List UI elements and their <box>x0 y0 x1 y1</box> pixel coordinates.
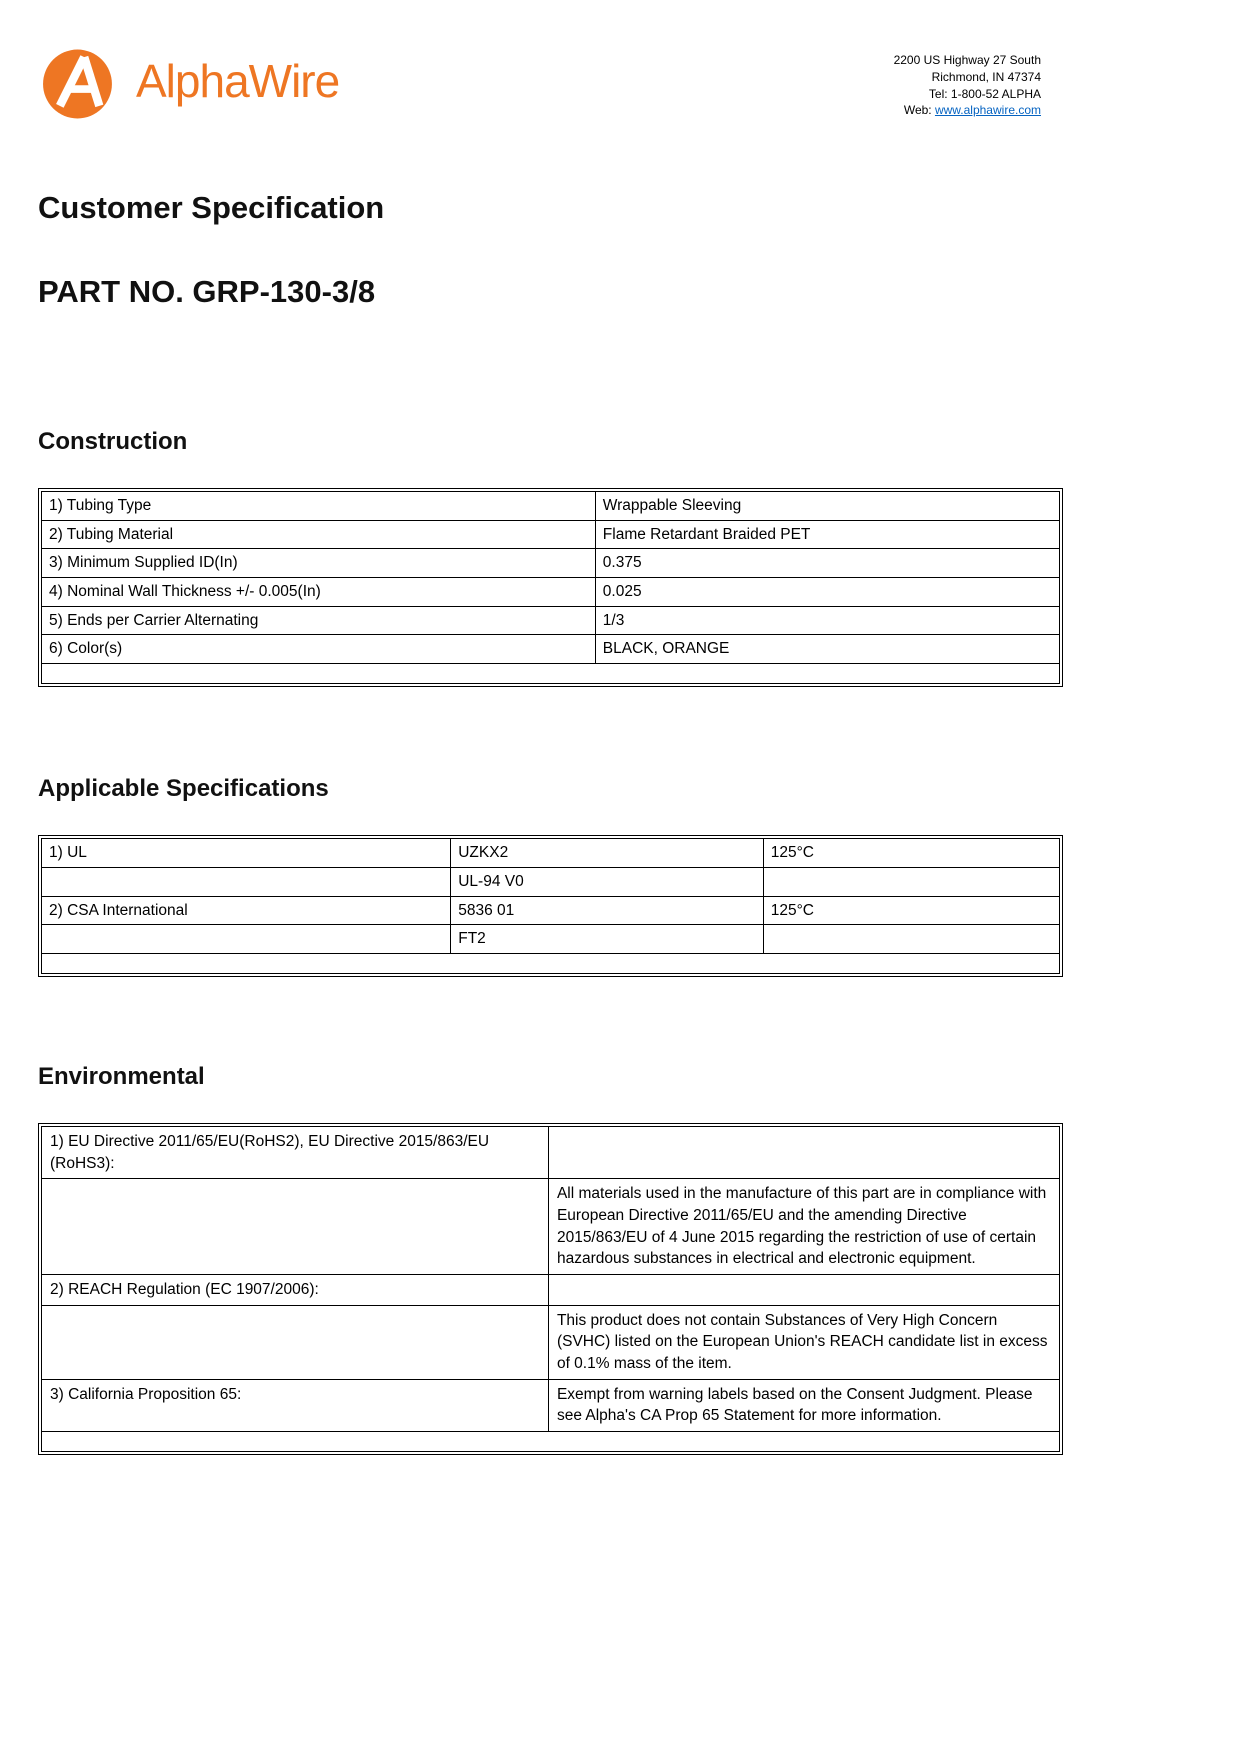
construction-table <box>41 491 1060 684</box>
table-row <box>42 1379 1060 1431</box>
spec-standard: 5836 01 <box>451 896 764 925</box>
table-row <box>42 925 1060 954</box>
table-row <box>42 635 1060 664</box>
table-row <box>42 1126 1060 1178</box>
address-web-line <box>894 102 1041 119</box>
spec-agency <box>42 925 451 954</box>
table-row <box>42 578 1060 607</box>
construction-value: Flame Retardant Braided PET <box>595 520 1059 549</box>
empty-cell <box>42 1432 1060 1452</box>
company-address-block <box>894 42 1041 119</box>
spec-standard: UZKX2 <box>451 839 764 868</box>
brand-name: AlphaWire <box>136 55 340 107</box>
construction-table-frame <box>38 488 1063 687</box>
construction-value: 0.375 <box>595 549 1059 578</box>
spec-agency: 1) UL <box>42 839 451 868</box>
table-row <box>42 896 1060 925</box>
environmental-label <box>42 1305 549 1379</box>
table-row <box>42 1179 1060 1275</box>
spec-rating: 125°C <box>763 839 1059 868</box>
spec-document-page <box>38 0 1063 1455</box>
table-row <box>42 492 1060 521</box>
spec-standard: UL-94 V0 <box>451 867 764 896</box>
table-row <box>42 839 1060 868</box>
environmental-label: 3) California Proposition 65: <box>42 1379 549 1431</box>
table-row-empty <box>42 664 1060 684</box>
web-label: Web: <box>903 103 935 118</box>
construction-label: 2) Tubing Material <box>42 520 596 549</box>
address-line: Richmond, IN 47374 <box>931 69 1041 84</box>
spec-agency: 2) CSA International <box>42 896 451 925</box>
alphawire-logo <box>38 42 339 126</box>
construction-label: 6) Color(s) <box>42 635 596 664</box>
spec-rating <box>763 867 1059 896</box>
address-line: 2200 US Highway 27 South <box>893 53 1041 67</box>
applicable-specifications-table <box>41 838 1060 974</box>
environmental-label: 1) EU Directive 2011/65/EU(RoHS2), EU Directive 2015/863/EU (RoHS3): <box>42 1126 549 1178</box>
alphawire-logo-icon <box>38 42 122 126</box>
construction-label: 3) Minimum Supplied ID(In) <box>42 549 596 578</box>
section-heading-environmental: Environmental <box>38 1062 205 1090</box>
spec-rating <box>763 925 1059 954</box>
page-header <box>38 42 1063 126</box>
construction-label: 1) Tubing Type <box>42 492 596 521</box>
section-heading-applicable-specifications: Applicable Specifications <box>38 775 329 803</box>
website-link[interactable]: www.alphawire.com <box>934 103 1041 118</box>
table-row <box>42 606 1060 635</box>
environmental-table-frame <box>38 1123 1063 1455</box>
empty-cell <box>42 664 1060 684</box>
environmental-text: This product does not contain Substances of Very High Concern (SVHC) listed on the European Union's REACH candidate list in excess of 0.1% mass of the item. <box>548 1305 1059 1379</box>
construction-label: 5) Ends per Carrier Alternating <box>42 606 596 635</box>
construction-value: 1/3 <box>595 606 1059 635</box>
table-row <box>42 520 1060 549</box>
table-row <box>42 1275 1060 1306</box>
empty-cell <box>42 953 1060 973</box>
spec-agency <box>42 867 451 896</box>
address-line: Tel: 1-800-52 ALPHA <box>928 86 1041 101</box>
environmental-label <box>42 1179 549 1275</box>
environmental-text: Exempt from warning labels based on the Consent Judgment. Please see Alpha's CA Prop 65 Statement for more information. <box>548 1379 1059 1431</box>
environmental-text <box>548 1126 1059 1178</box>
construction-label: 4) Nominal Wall Thickness +/- 0.005(In) <box>42 578 596 607</box>
construction-value: 0.025 <box>595 578 1059 607</box>
document-title: Customer Specification <box>38 190 385 225</box>
applicable-specifications-table-frame <box>38 835 1063 977</box>
spec-standard: FT2 <box>451 925 764 954</box>
construction-value: BLACK, ORANGE <box>595 635 1059 664</box>
section-heading-construction: Construction <box>38 428 188 455</box>
environmental-table <box>41 1126 1060 1452</box>
environmental-text: All materials used in the manufacture of this part are in compliance with European Directive 2011/65/EU and the amending Directive 2015/863/EU of 4 June 2015 regarding the restriction of use of certain hazardous substances in electrical and electronic equipment. <box>548 1179 1059 1275</box>
environmental-label: 2) REACH Regulation (EC 1907/2006): <box>42 1275 549 1306</box>
spec-rating: 125°C <box>763 896 1059 925</box>
construction-value: Wrappable Sleeving <box>595 492 1059 521</box>
table-row-empty <box>42 1432 1060 1452</box>
part-number-title: PART NO. GRP-130-3/8 <box>38 274 376 309</box>
table-row-empty <box>42 953 1060 973</box>
environmental-text <box>548 1275 1059 1306</box>
table-row <box>42 867 1060 896</box>
table-row <box>42 549 1060 578</box>
table-row <box>42 1305 1060 1379</box>
